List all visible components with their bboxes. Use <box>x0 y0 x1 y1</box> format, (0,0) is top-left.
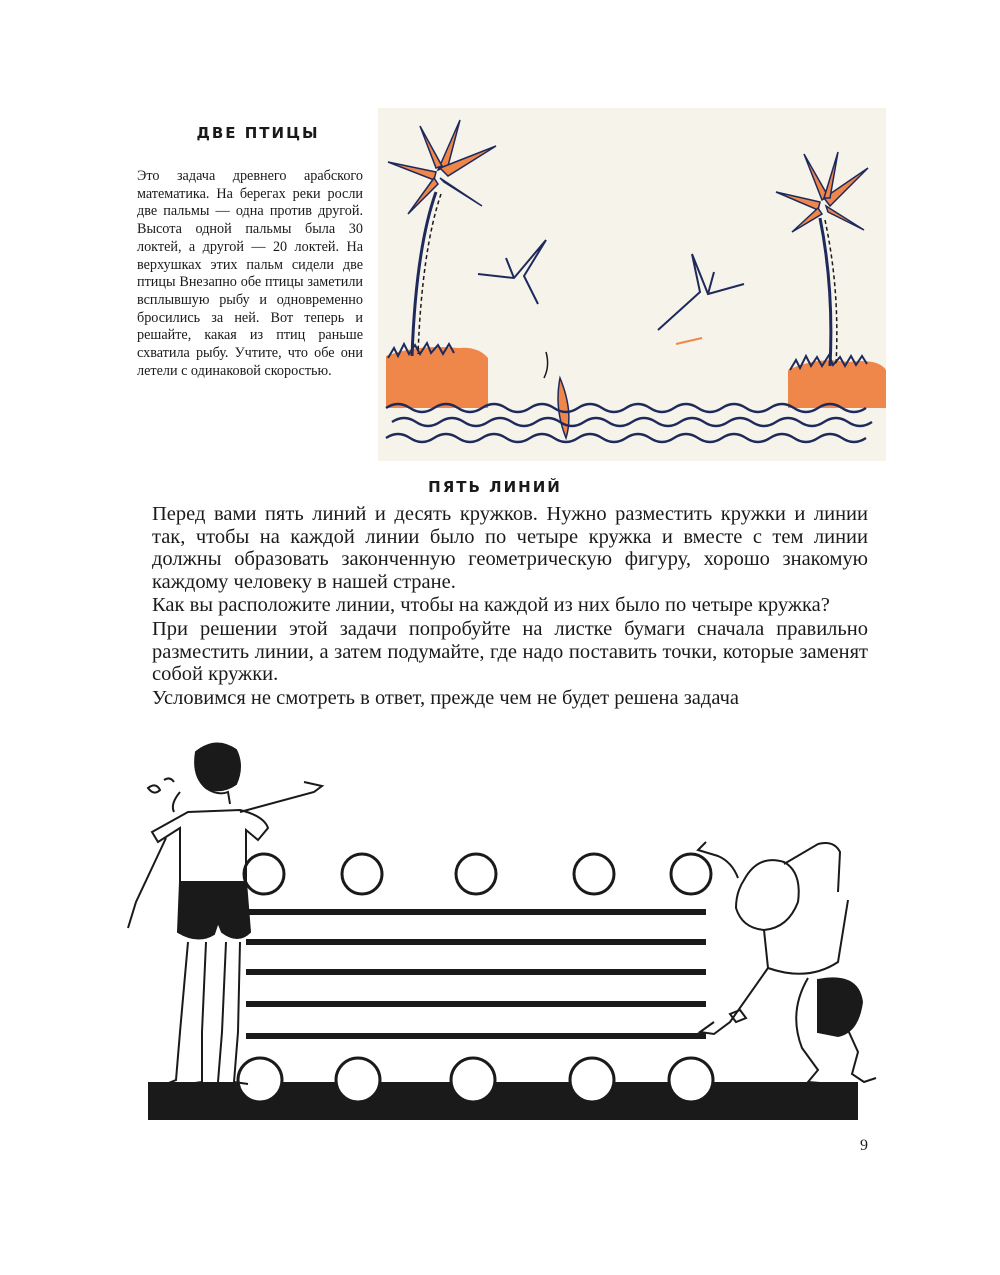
bottom-circle-2 <box>336 1058 380 1102</box>
bottom-circle-5 <box>669 1058 713 1102</box>
palms-river-illustration <box>378 108 886 461</box>
five-lines-paragraph-1: Перед вами пять линий и десять кружков. Нужно разместить кружки и линии так, чтобы на каждой линии было по четыре кружка и вместе с тем линии должны образовать законченную геометрическую фигуру, хорошо знакомую каждому человеку в нашей стране. <box>152 503 868 593</box>
top-circle-2 <box>342 854 382 894</box>
right-island <box>788 360 886 408</box>
left-island <box>386 347 488 408</box>
top-circle-5 <box>671 854 711 894</box>
boy-figure <box>698 842 876 1084</box>
bottom-circle-3 <box>451 1058 495 1102</box>
five-lines <box>246 912 706 1036</box>
top-circle-3 <box>456 854 496 894</box>
five-lines-title: ПЯТЬ ЛИНИЙ <box>428 478 562 496</box>
top-circle-4 <box>574 854 614 894</box>
bottom-circle-1 <box>238 1058 282 1102</box>
five-lines-puzzle-illustration <box>118 732 878 1127</box>
five-lines-paragraph-3: При решении этой задачи попробуйте на листке бумаги сначала правильно разместить линии, а затем подумайте, где надо поставить точки, которые заменят собой кружки. <box>152 617 868 686</box>
page-number: 9 <box>860 1137 868 1154</box>
two-birds-title: ДВЕ ПТИЦЫ <box>196 124 320 142</box>
five-lines-text <box>152 503 868 710</box>
five-lines-paragraph-2: Как вы расположите линии, чтобы на каждой из них было по четыре кружка? <box>152 594 830 617</box>
two-birds-text <box>137 168 363 380</box>
top-circle-1 <box>244 854 284 894</box>
five-lines-paragraph-4: Условимся не смотреть в ответ, прежде чем не будет решена задача <box>152 686 740 709</box>
two-birds-paragraph: Это задача древнего арабского математика. На берегах реки росли две пальмы — одна против другой. Высота одной пальмы была 30 локтей, а другой — 20 локтей. На верхушках этих пальм сидели две птицы Внезапно обе птицы заметили всплывшую рыбу и одновременно бросились за ней. Вот теперь и решайте, какая из птиц раньше схватила рыбу. Учтите, что обе они летели с одинаковой скоростью. <box>137 168 363 379</box>
bottom-circle-4 <box>570 1058 614 1102</box>
